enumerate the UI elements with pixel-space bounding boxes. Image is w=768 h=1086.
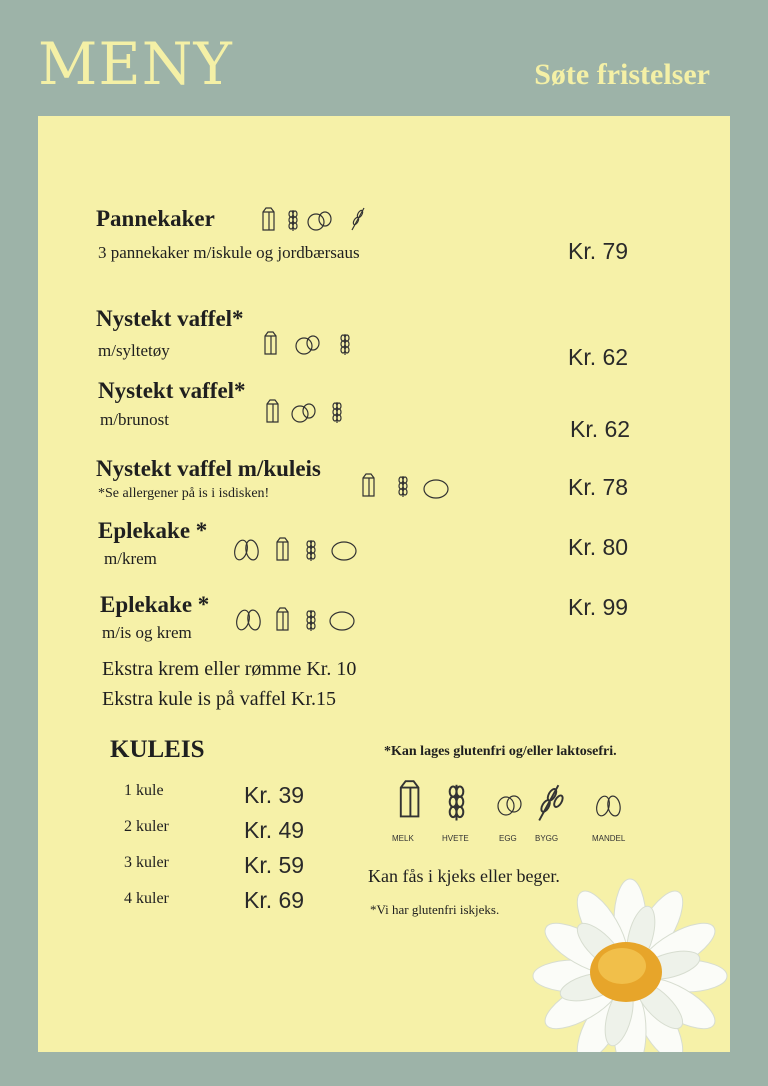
item-desc-vaffel-kuleis: *Se allergener på is i isdisken! [98, 486, 270, 501]
page-title: MENY [38, 30, 233, 98]
item-desc-eplekake-is-krem: m/is og krem [102, 623, 192, 642]
egg-icon [498, 796, 521, 815]
allergen-icons-vaffel-syltetoy [262, 330, 362, 358]
egg-icon [424, 480, 448, 498]
egg-icon [292, 404, 315, 422]
item-title-eplekake-krem: Eplekake * [98, 518, 208, 543]
note-gluten-lactose: *Kan lages glutenfri og/eller laktosefri. [384, 744, 617, 759]
item-price-vaffel-kuleis: Kr. 78 [568, 474, 629, 500]
milk-icon [263, 208, 274, 230]
legend-label-almond: MANDEL [592, 834, 626, 843]
item-price-vaffel-brunost: Kr. 62 [570, 416, 631, 442]
item-desc-vaffel-syltetoy: m/syltetøy [98, 341, 170, 360]
kuleis-title: KULEIS [110, 736, 205, 763]
daisy-flower-illustration [530, 876, 730, 1052]
kuleis-label-4: 4 kuler [124, 890, 169, 907]
note-gluten-free: *Vi har glutenfri iskjeks. [370, 902, 500, 917]
milk-icon [277, 538, 288, 560]
kuleis-price-3: Kr. 59 [244, 852, 305, 878]
item-price-eplekake-krem: Kr. 80 [568, 534, 629, 560]
allergen-icons-vaffel-kuleis [360, 472, 460, 500]
allergen-icons-pannekaker [260, 206, 380, 232]
almond-icon [595, 795, 622, 817]
legend-label-wheat: HVETE [442, 834, 469, 843]
barley-icon [539, 785, 564, 820]
item-price-vaffel-syltetoy: Kr. 62 [568, 344, 629, 370]
kuleis-label-3: 3 kuler [124, 854, 169, 871]
milk-icon [277, 608, 288, 630]
kuleis-price-4: Kr. 69 [244, 887, 305, 913]
allergen-icons-eplekake-is-krem [236, 606, 366, 634]
wheat-icon [450, 785, 464, 821]
legend-label-milk: MELK [392, 834, 414, 843]
egg-icon [332, 542, 356, 560]
item-desc-pannekaker: 3 pannekaker m/iskule og jordbærsaus [98, 243, 360, 262]
page-subtitle: Søte fristelser [534, 58, 710, 91]
note-cone: Kan fås i kjeks eller beger. [368, 866, 560, 886]
barley-icon [352, 208, 364, 230]
allergen-legend [396, 778, 646, 828]
milk-icon [265, 332, 276, 354]
legend-label-egg: EGG [499, 834, 517, 843]
allergen-icons-vaffel-brunost [264, 398, 364, 426]
wheat-icon [307, 610, 315, 631]
item-desc-vaffel-brunost: m/brunost [100, 410, 169, 429]
wheat-icon [307, 540, 315, 561]
kuleis-price-2: Kr. 49 [244, 817, 305, 843]
wheat-icon [341, 334, 349, 355]
extra-kule: Ekstra kule is på vaffel Kr.15 [102, 688, 337, 710]
kuleis-label-1: 1 kule [124, 782, 164, 799]
item-desc-eplekake-krem: m/krem [104, 549, 157, 568]
almond-icon [233, 539, 260, 561]
extra-krem: Ekstra krem eller rømme Kr. 10 [102, 658, 357, 680]
item-title-vaffel-syltetoy: Nystekt vaffel* [96, 306, 244, 331]
milk-icon [401, 781, 419, 816]
kuleis-label-2: 2 kuler [124, 818, 169, 835]
legend-label-barley: BYGG [535, 834, 559, 843]
item-price-eplekake-is-krem: Kr. 99 [568, 594, 629, 620]
wheat-icon [333, 402, 341, 423]
item-title-eplekake-is-krem: Eplekake * [100, 592, 210, 617]
wheat-icon [399, 476, 407, 497]
egg-icon [308, 212, 331, 230]
item-title-vaffel-brunost: Nystekt vaffel* [98, 378, 246, 403]
item-title-vaffel-kuleis: Nystekt vaffel m/kuleis [96, 456, 321, 481]
menu-card [38, 116, 730, 1052]
allergen-icons-eplekake-krem [234, 536, 364, 564]
egg-icon [296, 336, 319, 354]
egg-icon [330, 612, 354, 630]
almond-icon [235, 609, 262, 631]
item-title-pannekaker: Pannekaker [96, 206, 215, 231]
kuleis-price-1: Kr. 39 [244, 782, 305, 808]
milk-icon [267, 400, 278, 422]
milk-icon [363, 474, 374, 496]
wheat-icon [289, 210, 297, 231]
item-price-pannekaker: Kr. 79 [568, 238, 629, 264]
